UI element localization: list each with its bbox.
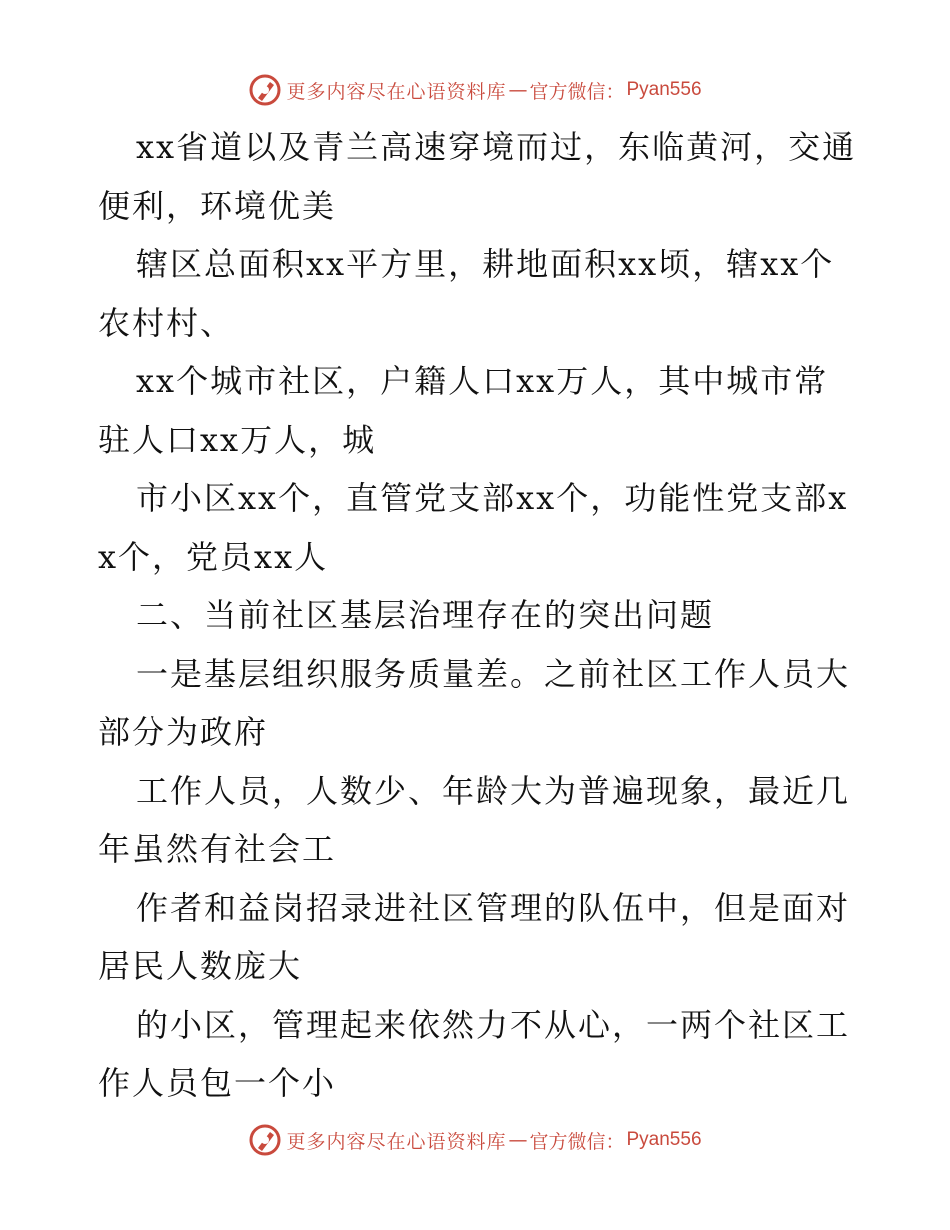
section-heading: 二、当前社区基层治理存在的突出问题 <box>136 596 715 634</box>
footer-watermark <box>0 1120 950 1160</box>
watermark-dash: — <box>508 79 528 101</box>
paragraph-5: 一是基层组织服务质量差。之前社区工作人员大部分为政府 <box>98 654 851 751</box>
paragraph-8: 的小区，管理起来依然力不从心，一两个社区工作人员包一个小 <box>98 1005 851 1102</box>
watermark-dash: — <box>508 1129 528 1151</box>
watermark-label: 官方微信： <box>529 80 625 103</box>
watermark-wechat-id: Pyan556 <box>626 1129 702 1150</box>
watermark-main-text: 更多内容尽在心语资料库 <box>286 80 507 103</box>
watermark-main-text: 更多内容尽在心语资料库 <box>286 1130 507 1153</box>
watermark-wechat-id: Pyan556 <box>626 79 702 100</box>
pen-logo-icon <box>248 73 282 107</box>
watermark-label: 官方微信： <box>529 1130 625 1153</box>
paragraph-3: xx个城市社区，户籍人口xx万人，其中城市常驻人口xx万人，城 <box>98 362 829 459</box>
header-watermark <box>0 70 950 110</box>
paragraph-7: 作者和益岗招录进社区管理的队伍中，但是面对居民人数庞大 <box>98 888 851 985</box>
paragraph-4: 市小区xx个，直管党支部xx个，功能性党支部xx个，党员xx人 <box>98 479 849 576</box>
paragraph-2: 辖区总面积xx平方里，耕地面积xx顷，辖xx个农村村、 <box>98 245 835 342</box>
document-body <box>98 118 858 1113</box>
pen-logo-icon <box>248 1123 282 1157</box>
paragraph-6: 工作人员，人数少、年龄大为普遍现象，最近几年虽然有社会工 <box>98 771 851 868</box>
paragraph-1: xx省道以及青兰高速穿境而过，东临黄河，交通便利，环境优美 <box>98 128 857 225</box>
